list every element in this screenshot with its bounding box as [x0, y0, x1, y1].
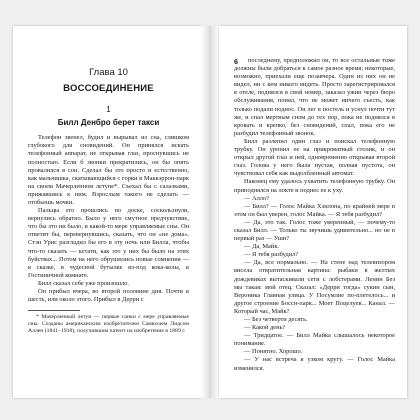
dialogue-line: — Какой день? [244, 324, 286, 332]
section-title: Билл Денбро берет такси [57, 118, 160, 128]
page-number: 6 [234, 57, 238, 66]
left-page [13, 26, 201, 398]
footnote: * Мачерленный летун — первые санки с мере управляемые сны. Созданы американским изобретателем Самюэлем Лидсом Аллен (1841–1918), получившим патент на изобретение в 1889 г. [28, 314, 189, 335]
body-paragraph: Пальцы его прошлись по доске, соскользнули, вернулись обратно. Было у него смутное предчувствие, что бы это ни было, в какой-то мере управляемые сны. Он ответит бы, перевернувшись, сказать, что он «не дома». Стэн Урис разгладил бы его в эту ночь или Билла, чтобы что-то сказать — кстати, как это у них бы было на этих буйствах... Потом на него обрушились новые сомнения — в сказке, в чудесной бутылке из-под кока-колы, в Гостиничной комнате. [28, 207, 189, 279]
right-page-content [234, 57, 395, 373]
section-number: 1 [106, 104, 111, 114]
dialogue-line: — У нас встреча в узком кругу. — Голос Майка изменился. [234, 356, 395, 372]
chapter-number: Глава 10 [89, 67, 128, 78]
dialogue-line: — Без четверти десять. [244, 316, 308, 323]
dialogue-line: — Понятно. Хорошо. [244, 348, 303, 356]
dialogue-line: — Тридцатое. — Билл Майка слышалось некоторое понимание. [234, 332, 395, 348]
dialogue-line: — Алло? [244, 194, 270, 202]
dialogue-line: — Да, это так. Голос тоже уверенный, — почему-то сказал Билл. — Только ты звучишь удивительно... но не в первый раз — Уши? [234, 218, 395, 243]
dialogue-line: — Да, все нормально. — На стене над телевизором висела отвратительная картина: рыбаки в желтых дождевиках вытаскивали сети с лобстерами. Ленин Без мы такая: мой отец. Сказал: «Дерри тогда» сукин сын, Вероника Главная улица. У Посумлие по-плетелось... и другое строение Боссн-парк... Моет Поцелуев... Канал. — Который час, Майк? [234, 259, 395, 315]
body-paragraph: Наконец ему удалось ухватить телефонную трубку. Он приподнялся на локте и поднес ее к уху. [234, 178, 395, 194]
body-paragraph: последнему, предположил он, то все остальные тоже должны были добраться к самое разное время; некоторые, возможно, приехали еще позавчера. Один из них он не видел, ни с кем никого видеть. Просто зарегистрировался в отеле, поднялся в свой номер, заказал ужин через бюро обслуживания, понял, что не может ничего съесть, как только подали поднос. Он лег в постель и уснул почти тут же, и спал мертвым сном до тех пор, пока не поднялся в кровать и крепко, без сновидений, спал, пока его не разбудил телефонный звонок. [234, 57, 395, 137]
footnote-divider [28, 310, 80, 311]
body-paragraph: Билл сказал себе уже произошло. [38, 279, 129, 287]
chapter-title: ВОССОЕДИНЕНИЕ [63, 82, 154, 94]
dialogue-line: — Да, Майк. [244, 243, 280, 251]
right-page [219, 26, 407, 398]
body-paragraph: Он прибыл вчера, во второй половине дня. Почти в шесть, или около этого. Прибыл в Дерри с [28, 288, 189, 304]
book-gutter [201, 26, 219, 398]
dialogue-line: — Билл? — Голос Майка Хэнлона, по крайней мере в этом он был уверен, голос Майка. — Я тебя разбудил? [234, 202, 395, 218]
left-page-content [28, 68, 189, 335]
dialogue-line: — Я тебя разбудил? [244, 251, 299, 259]
body-paragraph: Телефон звенел, будил и вырывал из сна, слишком глубокого для сновидений. Он принялся искать телефонный аппарат, не открывая глаз, проснувшись не полностью. Если б звонки прекратились, он бы опять провалился в сон. Сделал бы это просто и естественно, как мальчишка, скатывающийся с горки в Маккэррон-парк на своем Мачерленном летуне*. Съехал бы с салазками, прижавшись к ним. Взрослым такого не сделать — отобьешь мочки. [28, 134, 189, 206]
body-paragraph: Билл разлепил один глаз и поискал телефонную трубку. Он уронил ее на прикроватный столик, и он открыл другой глаз и ней, одновременно открывая второй глаз. Голова у него была пустая, полная пустота, он чувствовал себя как выдолбленный автомат. [234, 137, 395, 178]
